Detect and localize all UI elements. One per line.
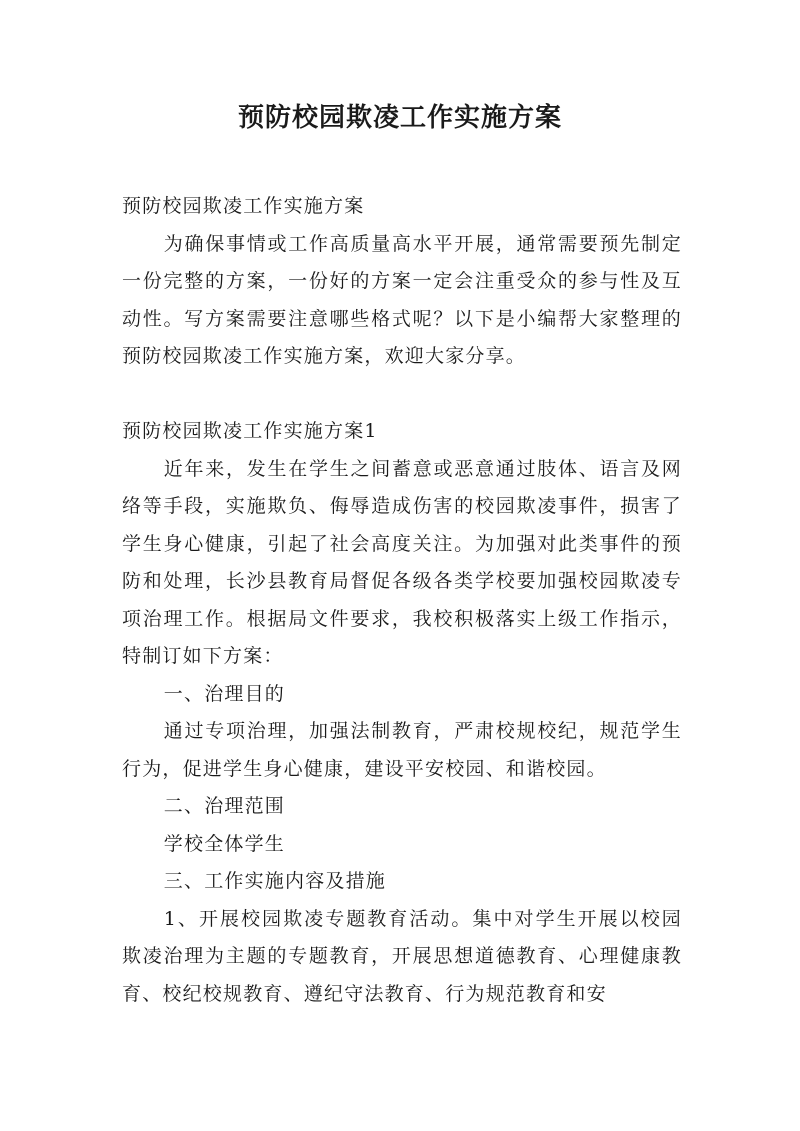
intro-heading: 预防校园欺凌工作实施方案 — [122, 195, 365, 217]
measures-paragraph: 1、开展校园欺凌专题教育活动。集中对学生开展以校园欺凌治理为主题的专题教育，开展思想道德教育、心理健康教育、校纪校规教育、遵纪守法教育、行为规范教育和安 — [122, 907, 682, 1005]
plan-heading: 预防校园欺凌工作实施方案1 — [122, 420, 378, 442]
scope-paragraph: 学校全体学生 — [163, 832, 285, 855]
section-heading-scope: 二、治理范围 — [163, 795, 285, 817]
paragraph-spacer — [122, 376, 682, 414]
purpose-paragraph: 通过专项治理，加强法制教育，严肃校规校纪，规范学生行为，促进学生身心健康，建设平安校园、和谐校园。 — [122, 720, 682, 780]
document-body — [122, 188, 682, 1013]
section-heading-measures: 三、工作实施内容及措施 — [163, 870, 386, 892]
document-title: 预防校园欺凌工作实施方案 — [237, 103, 562, 133]
section-heading-purpose: 一、治理目的 — [163, 682, 285, 705]
background-paragraph: 近年来，发生在学生之间蓄意或恶意通过肢体、语言及网络等手段，实施欺负、侮辱造成伤害的校园欺凌事件，损害了学生身心健康，引起了社会高度关注。为加强对此类事件的预防和处理，长沙县教育局督促各级各类学校要加强校园欺凌专项治理工作。根据局文件要求，我校积极落实上级工作指示，特制订如下方案： — [122, 457, 682, 667]
intro-paragraph: 为确保事情或工作高质量高水平开展，通常需要预先制定一份完整的方案，一份好的方案一定会注重受众的参与性及互动性。写方案需要注意哪些格式呢？以下是小编帮大家整理的预防校园欺凌工作实施方案，欢迎大家分享。 — [122, 232, 682, 367]
